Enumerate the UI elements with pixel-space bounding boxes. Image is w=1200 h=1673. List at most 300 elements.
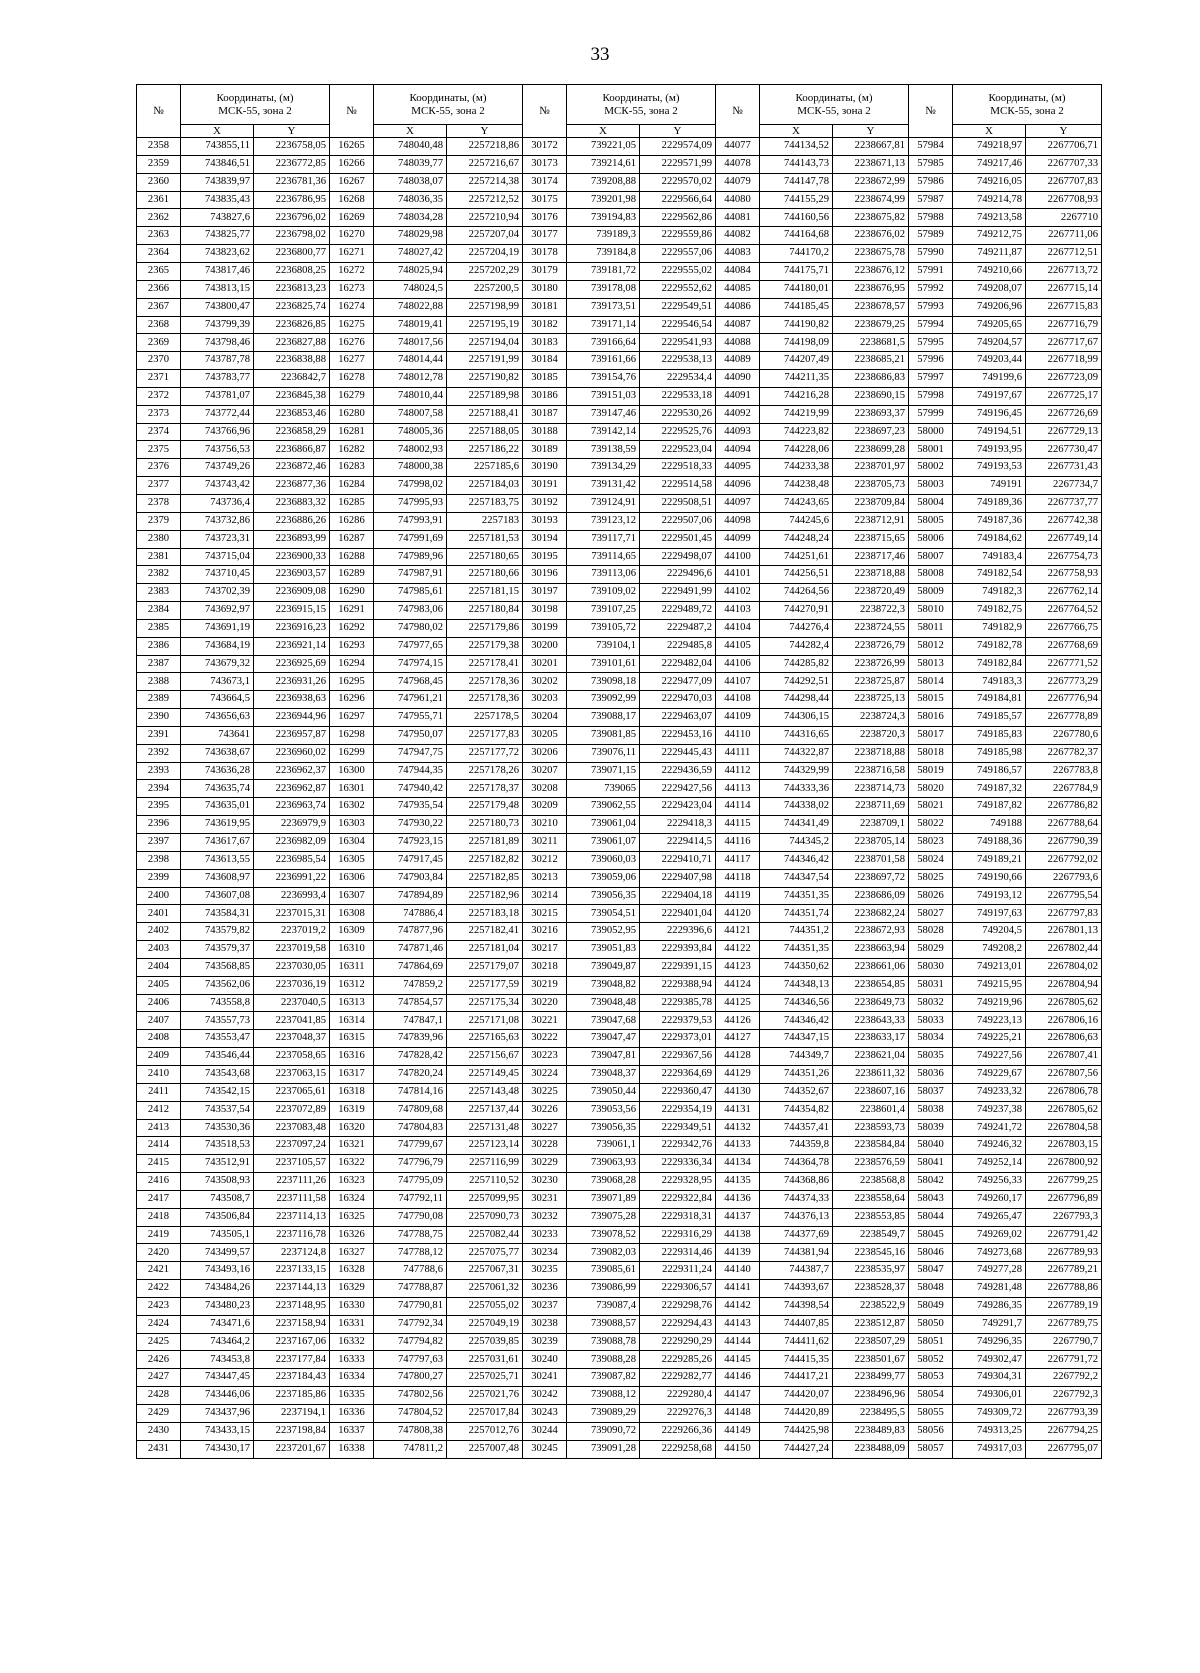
point-number-cell: 2389 — [137, 691, 181, 709]
y-coordinate-cell: 2267715,14 — [1026, 280, 1102, 298]
table-row — [137, 512, 1102, 530]
x-coordinate-cell: 747792,11 — [374, 1190, 447, 1208]
point-number-cell: 16321 — [330, 1137, 374, 1155]
point-number-cell: 2428 — [137, 1387, 181, 1405]
table-row — [137, 780, 1102, 798]
point-number-cell: 2379 — [137, 512, 181, 530]
x-coordinate-cell: 739109,02 — [567, 584, 640, 602]
y-coordinate-cell: 2236921,14 — [254, 637, 330, 655]
point-number-cell: 44132 — [716, 1119, 760, 1137]
point-number-cell: 2402 — [137, 923, 181, 941]
x-coordinate-cell: 747886,4 — [374, 905, 447, 923]
x-coordinate-cell: 749194,51 — [953, 423, 1026, 441]
x-coordinate-cell: 744346,56 — [760, 994, 833, 1012]
point-number-cell: 44141 — [716, 1280, 760, 1298]
y-coordinate-cell: 2238709,1 — [833, 816, 909, 834]
y-coordinate-cell: 2229336,34 — [640, 1155, 716, 1173]
point-number-cell: 2362 — [137, 209, 181, 227]
x-coordinate-cell: 747864,69 — [374, 958, 447, 976]
x-coordinate-cell: 744298,44 — [760, 691, 833, 709]
x-coordinate-cell: 749187,32 — [953, 780, 1026, 798]
y-coordinate-cell: 2229498,07 — [640, 548, 716, 566]
point-number-cell: 44110 — [716, 726, 760, 744]
x-coordinate-cell: 747796,79 — [374, 1155, 447, 1173]
point-number-cell: 2424 — [137, 1315, 181, 1333]
point-number-cell: 44126 — [716, 1012, 760, 1030]
x-coordinate-cell: 748039,77 — [374, 155, 447, 173]
point-number-cell: 44138 — [716, 1226, 760, 1244]
point-number-cell: 58019 — [909, 762, 953, 780]
point-number-cell: 2420 — [137, 1244, 181, 1262]
x-coordinate-cell: 749204,57 — [953, 334, 1026, 352]
point-number-cell: 30173 — [523, 155, 567, 173]
point-number-cell: 30196 — [523, 566, 567, 584]
point-number-cell: 2388 — [137, 673, 181, 691]
y-coordinate-cell: 2237019,58 — [254, 941, 330, 959]
point-number-cell: 44144 — [716, 1333, 760, 1351]
x-coordinate-cell: 739092,99 — [567, 691, 640, 709]
y-coordinate-cell: 2236982,09 — [254, 834, 330, 852]
y-coordinate-cell: 2257177,72 — [447, 744, 523, 762]
x-coordinate-cell: 743558,8 — [181, 994, 254, 1012]
point-number-cell: 30219 — [523, 976, 567, 994]
y-coordinate-cell: 2238724,3 — [833, 709, 909, 727]
x-coordinate-cell: 743715,04 — [181, 548, 254, 566]
y-coordinate-cell: 2238549,7 — [833, 1226, 909, 1244]
x-coordinate-cell: 747790,81 — [374, 1297, 447, 1315]
point-number-cell: 16322 — [330, 1155, 374, 1173]
y-coordinate-cell: 2267764,52 — [1026, 602, 1102, 620]
point-number-cell: 16275 — [330, 316, 374, 334]
y-coordinate-cell: 2229523,04 — [640, 441, 716, 459]
y-coordinate-cell: 2238661,06 — [833, 958, 909, 976]
x-coordinate-cell: 744350,62 — [760, 958, 833, 976]
y-coordinate-cell: 2257195,19 — [447, 316, 523, 334]
x-coordinate-cell: 743635,01 — [181, 798, 254, 816]
table-row — [137, 566, 1102, 584]
x-coordinate-cell: 749182,78 — [953, 637, 1026, 655]
y-coordinate-cell: 2237144,13 — [254, 1280, 330, 1298]
point-number-cell: 30179 — [523, 263, 567, 281]
point-number-cell: 16313 — [330, 994, 374, 1012]
x-coordinate-cell: 749182,9 — [953, 619, 1026, 637]
table-row — [137, 548, 1102, 566]
point-number-cell: 2422 — [137, 1280, 181, 1298]
x-coordinate-cell: 749291,7 — [953, 1315, 1026, 1333]
point-number-cell: 2415 — [137, 1155, 181, 1173]
point-number-cell: 44123 — [716, 958, 760, 976]
x-coordinate-cell: 749208,2 — [953, 941, 1026, 959]
y-coordinate-cell: 2257210,94 — [447, 209, 523, 227]
point-number-cell: 44111 — [716, 744, 760, 762]
point-number-cell: 2405 — [137, 976, 181, 994]
point-number-cell: 57985 — [909, 155, 953, 173]
point-number-cell: 2416 — [137, 1173, 181, 1191]
x-coordinate-cell: 743537,54 — [181, 1101, 254, 1119]
point-number-cell: 57990 — [909, 245, 953, 263]
x-coordinate-cell: 744251,61 — [760, 548, 833, 566]
x-coordinate-cell: 747955,71 — [374, 709, 447, 727]
y-coordinate-cell: 2229570,02 — [640, 173, 716, 191]
x-coordinate-cell: 743512,91 — [181, 1155, 254, 1173]
point-number-cell: 58039 — [909, 1119, 953, 1137]
x-coordinate-cell: 739088,28 — [567, 1351, 640, 1369]
y-coordinate-cell: 2267788,64 — [1026, 816, 1102, 834]
point-number-cell: 44119 — [716, 887, 760, 905]
x-coordinate-cell: 747995,93 — [374, 494, 447, 512]
point-number-cell: 58005 — [909, 512, 953, 530]
point-number-cell: 58017 — [909, 726, 953, 744]
point-number-cell: 30188 — [523, 423, 567, 441]
point-number-cell: 16310 — [330, 941, 374, 959]
x-coordinate-cell: 743756,53 — [181, 441, 254, 459]
x-coordinate-cell: 744233,38 — [760, 459, 833, 477]
x-coordinate-cell: 749182,75 — [953, 602, 1026, 620]
point-number-cell: 2394 — [137, 780, 181, 798]
y-coordinate-cell: 2236800,77 — [254, 245, 330, 263]
point-number-cell: 58021 — [909, 798, 953, 816]
x-coordinate-cell: 743846,51 — [181, 155, 254, 173]
table-row — [137, 994, 1102, 1012]
point-number-cell: 44107 — [716, 673, 760, 691]
point-number-cell: 16270 — [330, 227, 374, 245]
y-coordinate-cell: 2257180,84 — [447, 602, 523, 620]
y-coordinate-cell: 2257188,41 — [447, 405, 523, 423]
point-number-cell: 58056 — [909, 1422, 953, 1440]
x-coordinate-cell: 744185,45 — [760, 298, 833, 316]
x-coordinate-cell: 743471,6 — [181, 1315, 254, 1333]
x-coordinate-cell: 747903,84 — [374, 869, 447, 887]
y-coordinate-cell: 2236962,37 — [254, 762, 330, 780]
point-number-cell: 16329 — [330, 1280, 374, 1298]
point-number-cell: 16292 — [330, 619, 374, 637]
x-coordinate-cell: 744198,09 — [760, 334, 833, 352]
x-coordinate-cell: 743542,15 — [181, 1083, 254, 1101]
x-coordinate-cell: 743638,67 — [181, 744, 254, 762]
point-number-cell: 2382 — [137, 566, 181, 584]
y-coordinate-cell: 2257207,04 — [447, 227, 523, 245]
y-coordinate-cell: 2238676,12 — [833, 263, 909, 281]
y-coordinate-cell: 2237048,37 — [254, 1030, 330, 1048]
x-coordinate-cell: 743608,97 — [181, 869, 254, 887]
y-coordinate-cell: 2229546,54 — [640, 316, 716, 334]
y-coordinate-cell: 2257131,48 — [447, 1119, 523, 1137]
table-row — [137, 1155, 1102, 1173]
y-coordinate-cell: 2229328,95 — [640, 1173, 716, 1191]
x-coordinate-cell: 743506,84 — [181, 1208, 254, 1226]
point-number-cell: 2410 — [137, 1065, 181, 1083]
x-coordinate-cell: 739059,06 — [567, 869, 640, 887]
y-coordinate-cell: 2237194,1 — [254, 1405, 330, 1423]
point-number-cell: 2423 — [137, 1297, 181, 1315]
point-number-cell: 58031 — [909, 976, 953, 994]
point-number-cell: 44106 — [716, 655, 760, 673]
point-number-cell: 58033 — [909, 1012, 953, 1030]
header-coords — [760, 85, 909, 125]
y-coordinate-cell: 2257185,6 — [447, 459, 523, 477]
x-coordinate-cell: 739061,07 — [567, 834, 640, 852]
x-coordinate-cell: 739088,17 — [567, 709, 640, 727]
x-coordinate-cell: 749189,21 — [953, 851, 1026, 869]
y-coordinate-cell: 2229276,3 — [640, 1405, 716, 1423]
table-row — [137, 1405, 1102, 1423]
point-number-cell: 16274 — [330, 298, 374, 316]
x-coordinate-cell: 749193,53 — [953, 459, 1026, 477]
y-coordinate-cell: 2267793,6 — [1026, 869, 1102, 887]
table-row — [137, 494, 1102, 512]
y-coordinate-cell: 2257180,73 — [447, 816, 523, 834]
y-coordinate-cell: 2229280,4 — [640, 1387, 716, 1405]
point-number-cell: 44118 — [716, 869, 760, 887]
header-num: № — [137, 85, 181, 138]
point-number-cell: 30222 — [523, 1030, 567, 1048]
y-coordinate-cell: 2229418,3 — [640, 816, 716, 834]
x-coordinate-cell: 743783,77 — [181, 370, 254, 388]
point-number-cell: 44122 — [716, 941, 760, 959]
table-body — [137, 138, 1102, 1458]
y-coordinate-cell: 2267737,77 — [1026, 494, 1102, 512]
y-coordinate-cell: 2237124,8 — [254, 1244, 330, 1262]
table-row — [137, 370, 1102, 388]
x-coordinate-cell: 748012,78 — [374, 370, 447, 388]
x-coordinate-cell: 739065 — [567, 780, 640, 798]
point-number-cell: 30205 — [523, 726, 567, 744]
point-number-cell: 58016 — [909, 709, 953, 727]
y-coordinate-cell: 2238607,16 — [833, 1083, 909, 1101]
x-coordinate-cell: 749183,3 — [953, 673, 1026, 691]
x-coordinate-cell: 743723,31 — [181, 530, 254, 548]
point-number-cell: 58055 — [909, 1405, 953, 1423]
point-number-cell: 16319 — [330, 1101, 374, 1119]
table-row — [137, 1083, 1102, 1101]
point-number-cell: 16297 — [330, 709, 374, 727]
y-coordinate-cell: 2267742,38 — [1026, 512, 1102, 530]
y-coordinate-cell: 2236813,23 — [254, 280, 330, 298]
x-coordinate-cell: 743839,97 — [181, 173, 254, 191]
y-coordinate-cell: 2238718,88 — [833, 744, 909, 762]
point-number-cell: 58014 — [909, 673, 953, 691]
point-number-cell: 2377 — [137, 477, 181, 495]
header-coords — [181, 85, 330, 125]
point-number-cell: 30186 — [523, 387, 567, 405]
x-coordinate-cell: 743430,17 — [181, 1440, 254, 1458]
x-coordinate-cell: 744415,35 — [760, 1351, 833, 1369]
point-number-cell: 30226 — [523, 1101, 567, 1119]
point-number-cell: 16326 — [330, 1226, 374, 1244]
y-coordinate-cell: 2236883,32 — [254, 494, 330, 512]
x-coordinate-cell: 747804,83 — [374, 1119, 447, 1137]
x-coordinate-cell: 744175,71 — [760, 263, 833, 281]
x-coordinate-cell: 744238,48 — [760, 477, 833, 495]
y-coordinate-cell: 2267708,93 — [1026, 191, 1102, 209]
table-row — [137, 887, 1102, 905]
x-coordinate-cell: 748019,41 — [374, 316, 447, 334]
x-coordinate-cell: 739061,04 — [567, 816, 640, 834]
y-coordinate-cell: 2257202,29 — [447, 263, 523, 281]
x-coordinate-cell: 743579,37 — [181, 941, 254, 959]
y-coordinate-cell: 2229367,56 — [640, 1048, 716, 1066]
x-coordinate-cell: 743664,5 — [181, 691, 254, 709]
x-coordinate-cell: 739081,85 — [567, 726, 640, 744]
point-number-cell: 30213 — [523, 869, 567, 887]
x-coordinate-cell: 743743,42 — [181, 477, 254, 495]
point-number-cell: 58002 — [909, 459, 953, 477]
x-coordinate-cell: 747799,67 — [374, 1137, 447, 1155]
table-row — [137, 1262, 1102, 1280]
x-coordinate-cell: 749223,13 — [953, 1012, 1026, 1030]
y-coordinate-cell: 2238535,97 — [833, 1262, 909, 1280]
x-coordinate-cell: 739107,25 — [567, 602, 640, 620]
y-coordinate-cell: 2229518,33 — [640, 459, 716, 477]
x-coordinate-cell: 747989,96 — [374, 548, 447, 566]
point-number-cell: 2369 — [137, 334, 181, 352]
point-number-cell: 44082 — [716, 227, 760, 245]
y-coordinate-cell: 2238705,14 — [833, 834, 909, 852]
point-number-cell: 58025 — [909, 869, 953, 887]
x-coordinate-cell: 747811,2 — [374, 1440, 447, 1458]
point-number-cell: 44135 — [716, 1173, 760, 1191]
x-coordinate-cell: 747985,61 — [374, 584, 447, 602]
x-coordinate-cell: 749196,45 — [953, 405, 1026, 423]
point-number-cell: 44093 — [716, 423, 760, 441]
y-coordinate-cell: 2257179,86 — [447, 619, 523, 637]
y-coordinate-cell: 2229349,51 — [640, 1119, 716, 1137]
y-coordinate-cell: 2267707,83 — [1026, 173, 1102, 191]
point-number-cell: 30198 — [523, 602, 567, 620]
y-coordinate-cell: 2229423,04 — [640, 798, 716, 816]
point-number-cell: 16336 — [330, 1405, 374, 1423]
x-coordinate-cell: 749186,57 — [953, 762, 1026, 780]
point-number-cell: 58038 — [909, 1101, 953, 1119]
x-coordinate-cell: 744346,42 — [760, 1012, 833, 1030]
x-coordinate-cell: 744393,67 — [760, 1280, 833, 1298]
x-coordinate-cell: 747974,15 — [374, 655, 447, 673]
x-coordinate-cell: 748024,5 — [374, 280, 447, 298]
y-coordinate-cell: 2257067,31 — [447, 1262, 523, 1280]
point-number-cell: 30225 — [523, 1083, 567, 1101]
x-coordinate-cell: 747788,12 — [374, 1244, 447, 1262]
x-coordinate-cell: 743749,26 — [181, 459, 254, 477]
point-number-cell: 58006 — [909, 530, 953, 548]
x-coordinate-cell: 749188,36 — [953, 834, 1026, 852]
x-coordinate-cell: 739082,03 — [567, 1244, 640, 1262]
point-number-cell: 2421 — [137, 1262, 181, 1280]
x-coordinate-cell: 744381,94 — [760, 1244, 833, 1262]
x-coordinate-cell: 744219,99 — [760, 405, 833, 423]
x-coordinate-cell: 743464,2 — [181, 1333, 254, 1351]
table-row — [137, 1280, 1102, 1298]
point-number-cell: 2406 — [137, 994, 181, 1012]
point-number-cell: 30197 — [523, 584, 567, 602]
x-coordinate-cell: 749281,48 — [953, 1280, 1026, 1298]
y-coordinate-cell: 2236893,99 — [254, 530, 330, 548]
point-number-cell: 2376 — [137, 459, 181, 477]
y-coordinate-cell: 2238676,02 — [833, 227, 909, 245]
x-coordinate-cell: 749187,82 — [953, 798, 1026, 816]
x-coordinate-cell: 749227,56 — [953, 1048, 1026, 1066]
y-coordinate-cell: 2229298,76 — [640, 1297, 716, 1315]
x-coordinate-cell: 743636,28 — [181, 762, 254, 780]
point-number-cell: 44102 — [716, 584, 760, 602]
y-coordinate-cell: 2238678,57 — [833, 298, 909, 316]
point-number-cell: 44097 — [716, 494, 760, 512]
x-coordinate-cell: 747977,65 — [374, 637, 447, 655]
y-coordinate-cell: 2229482,04 — [640, 655, 716, 673]
y-coordinate-cell: 2236826,85 — [254, 316, 330, 334]
table-row — [137, 637, 1102, 655]
y-coordinate-cell: 2257021,76 — [447, 1387, 523, 1405]
x-coordinate-cell: 739189,3 — [567, 227, 640, 245]
y-coordinate-cell: 2229541,93 — [640, 334, 716, 352]
point-number-cell: 2412 — [137, 1101, 181, 1119]
point-number-cell: 30208 — [523, 780, 567, 798]
y-coordinate-cell: 2236944,96 — [254, 709, 330, 727]
table-row — [137, 655, 1102, 673]
x-coordinate-cell: 748034,28 — [374, 209, 447, 227]
y-coordinate-cell: 2236866,87 — [254, 441, 330, 459]
point-number-cell: 2370 — [137, 352, 181, 370]
x-coordinate-cell: 747790,08 — [374, 1208, 447, 1226]
y-coordinate-cell: 2229534,4 — [640, 370, 716, 388]
y-coordinate-cell: 2236979,9 — [254, 816, 330, 834]
point-number-cell: 57991 — [909, 263, 953, 281]
point-number-cell: 16287 — [330, 530, 374, 548]
point-number-cell: 30177 — [523, 227, 567, 245]
y-coordinate-cell: 2236772,85 — [254, 155, 330, 173]
point-number-cell: 2361 — [137, 191, 181, 209]
table-row — [137, 941, 1102, 959]
point-number-cell: 30178 — [523, 245, 567, 263]
y-coordinate-cell: 2229410,71 — [640, 851, 716, 869]
y-coordinate-cell: 2238499,77 — [833, 1369, 909, 1387]
point-number-cell: 16277 — [330, 352, 374, 370]
point-number-cell: 44142 — [716, 1297, 760, 1315]
x-coordinate-cell: 749206,96 — [953, 298, 1026, 316]
point-number-cell: 58022 — [909, 816, 953, 834]
point-number-cell: 30183 — [523, 334, 567, 352]
x-coordinate-cell: 744374,33 — [760, 1190, 833, 1208]
point-number-cell: 30214 — [523, 887, 567, 905]
y-coordinate-cell: 2236886,26 — [254, 512, 330, 530]
x-coordinate-cell: 744256,51 — [760, 566, 833, 584]
point-number-cell: 44146 — [716, 1369, 760, 1387]
x-coordinate-cell: 747800,27 — [374, 1369, 447, 1387]
point-number-cell: 58011 — [909, 619, 953, 637]
point-number-cell: 44099 — [716, 530, 760, 548]
x-coordinate-cell: 739104,1 — [567, 637, 640, 655]
y-coordinate-cell: 2236786,95 — [254, 191, 330, 209]
point-number-cell: 2368 — [137, 316, 181, 334]
point-number-cell: 44103 — [716, 602, 760, 620]
point-number-cell: 30232 — [523, 1208, 567, 1226]
y-coordinate-cell: 2267795,54 — [1026, 887, 1102, 905]
point-number-cell: 2426 — [137, 1351, 181, 1369]
x-coordinate-cell: 739061,1 — [567, 1137, 640, 1155]
y-coordinate-cell: 2257110,52 — [447, 1173, 523, 1191]
x-coordinate-cell: 749302,47 — [953, 1351, 1026, 1369]
x-coordinate-cell: 749193,12 — [953, 887, 1026, 905]
point-number-cell: 2409 — [137, 1048, 181, 1066]
x-coordinate-cell: 744345,2 — [760, 834, 833, 852]
x-coordinate-cell: 749241,72 — [953, 1119, 1026, 1137]
x-coordinate-cell: 739131,42 — [567, 477, 640, 495]
x-coordinate-cell: 747854,57 — [374, 994, 447, 1012]
y-coordinate-cell: 2267766,75 — [1026, 619, 1102, 637]
point-number-cell: 58037 — [909, 1083, 953, 1101]
table-row — [137, 1101, 1102, 1119]
y-coordinate-cell: 2237065,61 — [254, 1083, 330, 1101]
x-coordinate-cell: 743835,43 — [181, 191, 254, 209]
